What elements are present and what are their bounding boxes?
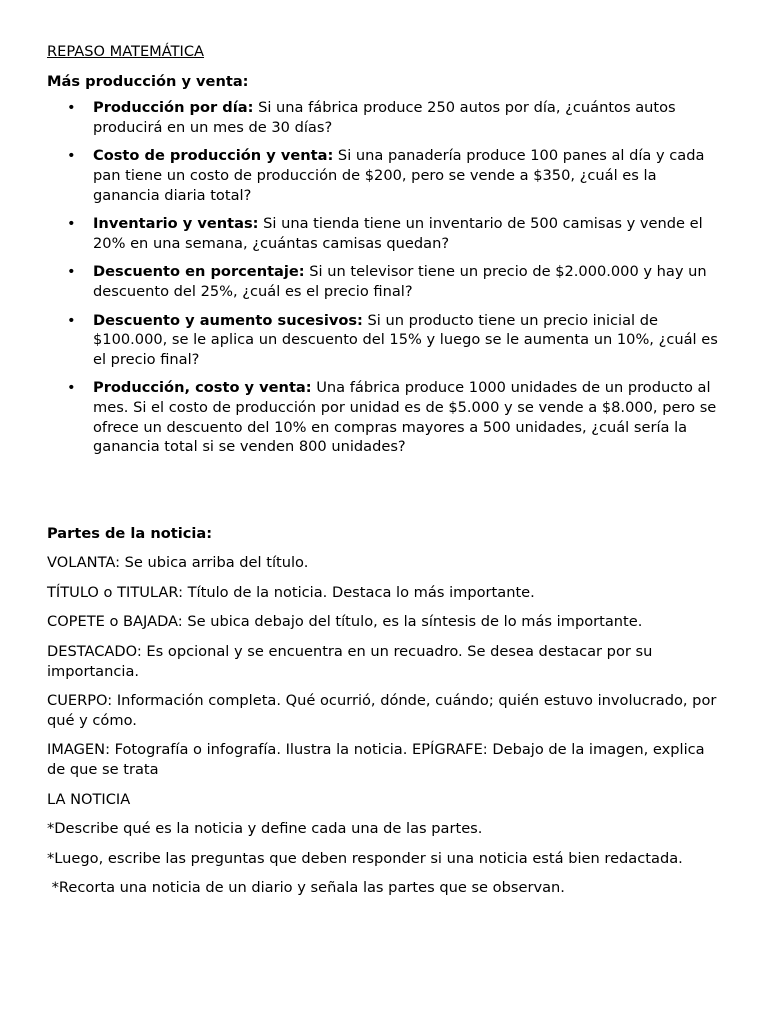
problem-text: Si un televisor tiene un precio de $2.000.000 y hay un descuento del 25%, ¿cuál es el precio final? xyxy=(93,263,707,300)
news-part-cuerpo: CUERPO: Información completa. Qué ocurrió, dónde, cuándo; quién estuvo involucrado, por qué y cómo. xyxy=(47,692,717,729)
problem-text: Si una tienda tiene un inventario de 500 camisas y vende el 20% en una semana, ¿cuántas camisas quedan? xyxy=(93,215,703,252)
problem-title: Costo de producción y venta: xyxy=(93,147,334,165)
problem-title: Producción por día: xyxy=(93,99,254,117)
problem-item xyxy=(47,98,727,137)
news-section-label: LA NOTICIA xyxy=(47,790,131,808)
section-spacer xyxy=(47,466,727,524)
problem-item xyxy=(47,262,727,301)
problem-title: Descuento y aumento sucesivos: xyxy=(93,311,363,329)
problem-item xyxy=(47,214,727,253)
bullet-icon: • xyxy=(67,311,76,329)
instruction-questions: *Luego, escribe las preguntas que deben responder si una noticia está bien redactada. xyxy=(47,849,683,867)
news-part-copete: COPETE o BAJADA: Se ubica debajo del título, es la síntesis de lo más importante. xyxy=(47,613,643,631)
problem-text: Si un producto tiene un precio inicial de $100.000, se le aplica un descuento del 15% y luego se le aumenta un 10%, ¿cuál es el precio final? xyxy=(93,311,718,368)
problem-title: Inventario y ventas: xyxy=(93,215,259,233)
news-part-volanta: VOLANTA: Se ubica arriba del título. xyxy=(47,554,309,572)
problem-text: Si una panadería produce 100 panes al día y cada pan tiene un costo de producción de $200, pero se vende a $350, ¿cuál es la ganancia diaria total? xyxy=(93,147,705,204)
news-part-destacado: DESTACADO: Es opcional y se encuentra en un recuadro. Se desea destacar por su importancia. xyxy=(47,643,653,680)
news-part-titulo: TÍTULO o TITULAR: Título de la noticia. Destaca lo más importante. xyxy=(47,583,535,601)
problem-item xyxy=(47,146,727,205)
document-content xyxy=(47,42,727,908)
section-heading-production: Más producción y venta: xyxy=(47,72,249,90)
instruction-clipping: *Recorta una noticia de un diario y señala las partes que se observan. xyxy=(47,879,565,897)
problem-list xyxy=(47,98,727,457)
bullet-icon: • xyxy=(67,379,76,397)
bullet-icon: • xyxy=(67,263,76,281)
bullet-icon: • xyxy=(67,147,76,165)
instruction-describe: *Describe qué es la noticia y define cada una de las partes. xyxy=(47,820,483,838)
document-title: REPASO MATEMÁTICA xyxy=(47,43,205,60)
problem-item xyxy=(47,378,727,456)
section-heading-news-parts: Partes de la noticia: xyxy=(47,524,213,542)
problem-text: Si una fábrica produce 250 autos por día, ¿cuántos autos producirá en un mes de 30 días? xyxy=(93,99,676,136)
bullet-icon: • xyxy=(67,99,76,117)
problem-item xyxy=(47,311,727,370)
problem-text: Una fábrica produce 1000 unidades de un producto al mes. Si el costo de producción por unidad es de $5.000 y se vende a $8.000, pero se ofrece un descuento del 10% en compras mayores a 500 unidades, ¿cuál sería la ganancia total si se venden 800 unidades? xyxy=(93,379,717,456)
news-part-imagen: IMAGEN: Fotografía o infografía. Ilustra la noticia. EPÍGRAFE: Debajo de la imagen, explica de que se trata xyxy=(47,741,705,779)
problem-title: Producción, costo y venta: xyxy=(93,379,312,397)
problem-title: Descuento en porcentaje: xyxy=(93,263,305,281)
bullet-icon: • xyxy=(67,215,76,233)
